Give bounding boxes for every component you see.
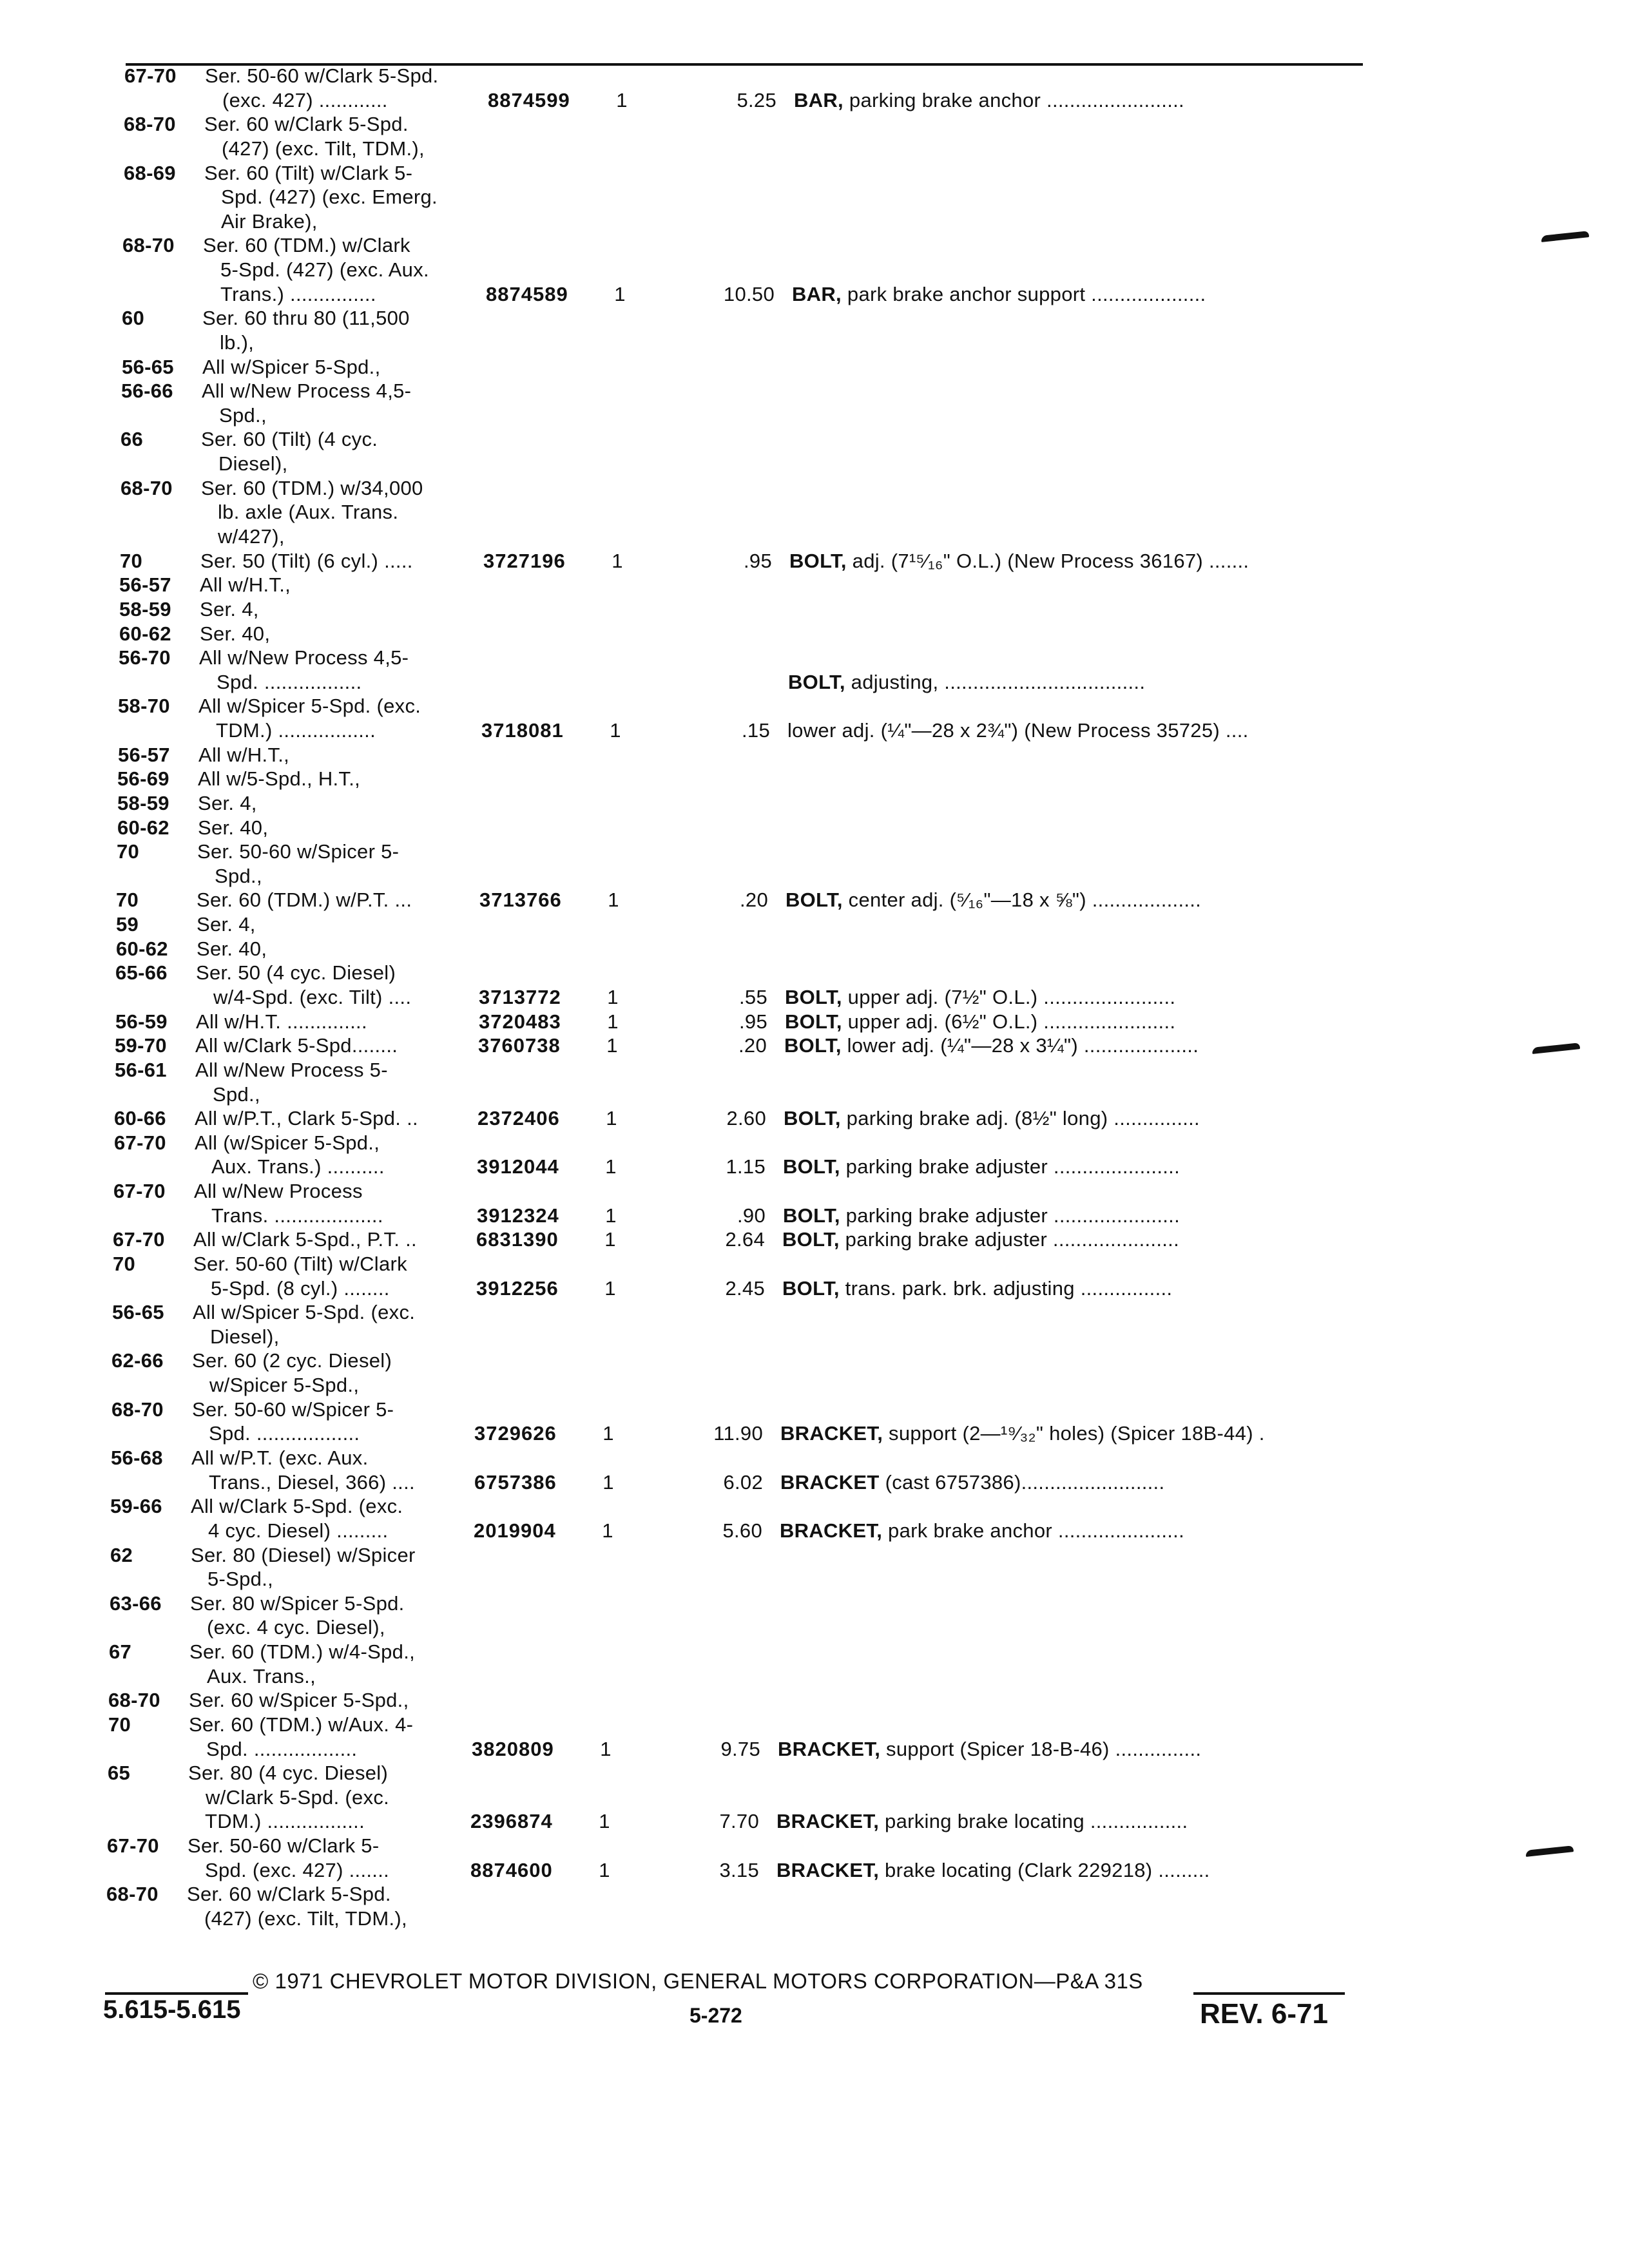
price: 1.15 bbox=[726, 1155, 766, 1178]
application-description: All w/New Process 4,5- bbox=[199, 646, 409, 669]
part-name-detail: park brake anchor support .................... bbox=[841, 283, 1206, 305]
application-description: Ser. 60 (TDM.) w/Aux. 4- bbox=[189, 1713, 414, 1736]
binder-mark bbox=[1532, 1043, 1580, 1054]
application-description: 4 cyc. Diesel) ......... bbox=[208, 1519, 389, 1542]
application-description: lb. axle (Aux. Trans. bbox=[218, 501, 399, 523]
model-years: 56-65 bbox=[122, 356, 174, 378]
quantity: 1 bbox=[602, 1519, 613, 1542]
part-name-keyword: BOLT, bbox=[782, 1228, 840, 1251]
application-description: Ser. 80 (Diesel) w/Spicer bbox=[191, 1544, 416, 1566]
part-name bbox=[789, 550, 1249, 572]
model-years: 56-66 bbox=[121, 380, 173, 402]
part-name-detail: support (Spicer 18-B-46) ............... bbox=[880, 1738, 1202, 1760]
application-description: Ser. 50-60 w/Spicer 5- bbox=[192, 1398, 394, 1421]
application-description: All w/P.T. (exc. Aux. bbox=[191, 1446, 369, 1469]
quantity: 1 bbox=[604, 1277, 616, 1300]
quantity: 1 bbox=[599, 1810, 610, 1832]
application-description: Ser. 40, bbox=[198, 816, 269, 839]
section-number: 5.615-5.615 bbox=[103, 1995, 241, 2024]
model-years: 67-70 bbox=[107, 1834, 159, 1857]
quantity: 1 bbox=[605, 1204, 617, 1227]
application-description: All w/Clark 5-Spd. (exc. bbox=[191, 1495, 403, 1517]
part-name bbox=[780, 1422, 1265, 1445]
part-name-keyword: BOLT, bbox=[785, 986, 842, 1008]
application-description: Ser. 50-60 (Tilt) w/Clark bbox=[193, 1253, 407, 1275]
price: 2.64 bbox=[725, 1228, 765, 1251]
part-name-keyword: BOLT, bbox=[786, 889, 843, 911]
application-description: (427) (exc. Tilt, TDM.), bbox=[204, 1907, 407, 1930]
application-description: Ser. 60 (2 cyc. Diesel) bbox=[192, 1349, 392, 1372]
model-years: 65 bbox=[108, 1762, 131, 1784]
model-years: 56-61 bbox=[115, 1059, 167, 1081]
part-name bbox=[785, 986, 1175, 1008]
application-description: Ser. 60 w/Clark 5-Spd. bbox=[204, 113, 409, 135]
price: 2.45 bbox=[725, 1277, 765, 1300]
model-years: 60-66 bbox=[114, 1107, 166, 1129]
part-number: 3713772 bbox=[479, 986, 561, 1008]
application-description: Trans.) ............... bbox=[220, 283, 376, 305]
application-description: Ser. 60 (TDM.) w/4-Spd., bbox=[189, 1640, 416, 1663]
part-name-detail: parking brake adjuster ...................... bbox=[840, 1204, 1180, 1227]
model-years: 62-66 bbox=[111, 1349, 164, 1372]
price: .90 bbox=[737, 1204, 766, 1227]
part-name-keyword: BRACKET, bbox=[780, 1519, 883, 1542]
part-name-detail: center adj. (⁵⁄₁₆"—18 x ⅝") ................... bbox=[842, 889, 1202, 911]
part-number: 3912256 bbox=[476, 1277, 559, 1300]
application-description: Spd. .................. bbox=[206, 1738, 358, 1760]
model-years: 67-70 bbox=[124, 64, 177, 87]
model-years: 70 bbox=[116, 889, 139, 911]
application-description: TDM.) ................. bbox=[216, 719, 376, 742]
application-description: Diesel), bbox=[218, 452, 288, 475]
part-name-detail: lower adj. (¼"—28 x 3¼") .................... bbox=[841, 1034, 1199, 1057]
application-description: Ser. 60 (TDM.) w/34,000 bbox=[201, 477, 423, 499]
part-number: 8874589 bbox=[486, 283, 568, 305]
application-description: Ser. 60 thru 80 (11,500 bbox=[202, 307, 410, 329]
model-years: 68-69 bbox=[124, 162, 176, 184]
model-years: 68-70 bbox=[108, 1689, 160, 1711]
part-number: 3912044 bbox=[477, 1155, 559, 1178]
part-number: 3912324 bbox=[477, 1204, 559, 1227]
model-years: 70 bbox=[120, 550, 143, 572]
model-years: 68-70 bbox=[106, 1883, 159, 1905]
application-description: Aux. Trans., bbox=[207, 1665, 316, 1687]
part-name bbox=[780, 1471, 1164, 1494]
model-years: 58-59 bbox=[119, 598, 171, 620]
part-name-detail: lower adj. (¼"—28 x 2¾") (New Process 35725) .... bbox=[787, 719, 1249, 742]
part-number: 3718081 bbox=[481, 719, 564, 742]
part-name-keyword: BOLT, bbox=[782, 1277, 840, 1300]
application-description: Spd. (427) (exc. Emerg. bbox=[221, 186, 438, 208]
part-name bbox=[792, 283, 1206, 305]
model-years: 56-57 bbox=[118, 744, 170, 766]
model-years: 67-70 bbox=[113, 1228, 165, 1251]
application-description: All w/Clark 5-Spd., P.T. .. bbox=[193, 1228, 417, 1251]
model-years: 70 bbox=[113, 1253, 136, 1275]
part-name bbox=[783, 1155, 1180, 1178]
price: 6.02 bbox=[723, 1471, 763, 1494]
footer-rule bbox=[105, 1992, 248, 1995]
model-years: 63-66 bbox=[110, 1592, 162, 1615]
application-description: All w/New Process 4,5- bbox=[202, 380, 412, 402]
application-description: Air Brake), bbox=[221, 210, 318, 233]
model-years: 67-70 bbox=[113, 1180, 166, 1202]
part-number: 3720483 bbox=[479, 1010, 561, 1033]
model-years: 56-70 bbox=[119, 646, 171, 669]
part-name bbox=[783, 1204, 1180, 1227]
application-description: (427) (exc. Tilt, TDM.), bbox=[222, 137, 425, 160]
part-number: 3820809 bbox=[472, 1738, 554, 1760]
part-name-detail: trans. park. brk. adjusting ................ bbox=[839, 1277, 1173, 1300]
application-description: (exc. 4 cyc. Diesel), bbox=[207, 1616, 385, 1639]
part-number: 2396874 bbox=[470, 1810, 553, 1832]
part-name bbox=[780, 1519, 1184, 1542]
binder-mark bbox=[1541, 231, 1589, 242]
application-description: Ser. 60 (Tilt) (4 cyc. bbox=[201, 428, 378, 450]
part-name-detail: parking brake anchor ........................ bbox=[843, 89, 1184, 111]
model-years: 59-70 bbox=[115, 1034, 167, 1057]
application-description: Spd., bbox=[215, 865, 262, 887]
application-description: Ser. 50-60 w/Clark 5- bbox=[188, 1834, 380, 1857]
application-description: TDM.) ................. bbox=[205, 1810, 365, 1832]
quantity: 1 bbox=[614, 283, 626, 305]
quantity: 1 bbox=[605, 1155, 617, 1178]
part-name bbox=[782, 1277, 1172, 1300]
part-name-keyword: BRACKET, bbox=[776, 1859, 880, 1881]
part-name-detail: upper adj. (7½" O.L.) ....................... bbox=[842, 986, 1176, 1008]
application-description: w/427), bbox=[218, 525, 285, 548]
application-description: Ser. 60 w/Clark 5-Spd. bbox=[187, 1883, 391, 1905]
model-years: 58-70 bbox=[118, 695, 170, 717]
binder-mark bbox=[1526, 1845, 1574, 1857]
application-description: Diesel), bbox=[210, 1325, 280, 1348]
model-years: 68-70 bbox=[124, 113, 176, 135]
quantity: 1 bbox=[612, 550, 623, 572]
application-description: Ser. 4, bbox=[200, 598, 259, 620]
application-description: Ser. 40, bbox=[197, 937, 267, 960]
application-description: All (w/Spicer 5-Spd., bbox=[195, 1131, 380, 1154]
part-name-detail: park brake anchor ...................... bbox=[882, 1519, 1185, 1542]
application-description: All w/H.T., bbox=[200, 573, 291, 596]
part-name-keyword: BAR, bbox=[794, 89, 843, 111]
application-description: Ser. 80 (4 cyc. Diesel) bbox=[188, 1762, 389, 1784]
application-description: Ser. 60 (TDM.) w/P.T. ... bbox=[197, 889, 412, 911]
quantity: 1 bbox=[607, 986, 619, 1008]
application-description: All w/H.T. .............. bbox=[196, 1010, 367, 1033]
model-years: 58-59 bbox=[117, 792, 169, 814]
part-number: 3760738 bbox=[478, 1034, 561, 1057]
application-description: All w/H.T., bbox=[198, 744, 290, 766]
application-description: Ser. 60 w/Spicer 5-Spd., bbox=[189, 1689, 409, 1711]
quantity: 1 bbox=[606, 1034, 618, 1057]
part-name bbox=[782, 1228, 1179, 1251]
part-number: 2019904 bbox=[474, 1519, 556, 1542]
application-description: (exc. 427) ............ bbox=[222, 89, 388, 111]
price: 2.60 bbox=[726, 1107, 766, 1129]
page-number: 5-272 bbox=[689, 2004, 742, 2027]
application-description: Spd. (exc. 427) ....... bbox=[205, 1859, 390, 1881]
application-description: All w/New Process 5- bbox=[195, 1059, 388, 1081]
part-number: 3729626 bbox=[474, 1422, 557, 1445]
model-years: 67 bbox=[109, 1640, 132, 1663]
quantity: 1 bbox=[606, 1107, 617, 1129]
application-description: w/Clark 5-Spd. (exc. bbox=[206, 1786, 390, 1809]
part-name bbox=[794, 89, 1184, 111]
model-years: 70 bbox=[108, 1713, 131, 1736]
quantity: 1 bbox=[602, 1471, 614, 1494]
application-description: All w/P.T., Clark 5-Spd. .. bbox=[195, 1107, 418, 1129]
part-number: 6757386 bbox=[474, 1471, 557, 1494]
part-number: 3727196 bbox=[483, 550, 566, 572]
price: 10.50 bbox=[723, 283, 775, 305]
part-name-detail: parking brake adj. (8½" long) ............... bbox=[840, 1107, 1200, 1129]
part-name-keyword: BOLT, bbox=[788, 671, 845, 693]
part-number: 2372406 bbox=[477, 1107, 560, 1129]
part-name bbox=[787, 719, 1249, 742]
part-name-detail: (cast 6757386)......................... bbox=[879, 1471, 1165, 1494]
part-name-keyword: BOLT, bbox=[785, 1010, 842, 1033]
application-description: Ser. 4, bbox=[197, 913, 256, 936]
application-description: Aux. Trans.) .......... bbox=[211, 1155, 385, 1178]
price: .20 bbox=[738, 1034, 767, 1057]
application-description: All w/Spicer 5-Spd. (exc. bbox=[198, 695, 421, 717]
part-name-detail: parking brake adjuster ...................... bbox=[839, 1228, 1179, 1251]
application-description: All w/New Process bbox=[194, 1180, 363, 1202]
model-years: 56-68 bbox=[111, 1446, 163, 1469]
part-name bbox=[784, 1107, 1200, 1129]
quantity: 1 bbox=[600, 1738, 612, 1760]
model-years: 66 bbox=[120, 428, 144, 450]
application-description: Spd. .................. bbox=[209, 1422, 360, 1445]
part-name-detail: parking brake adjuster ...................... bbox=[840, 1155, 1180, 1178]
part-name bbox=[776, 1859, 1210, 1881]
model-years: 60-62 bbox=[119, 622, 171, 645]
part-name bbox=[785, 1010, 1175, 1033]
application-description: Ser. 50-60 w/Clark 5-Spd. bbox=[205, 64, 439, 87]
part-name-keyword: BOLT, bbox=[789, 550, 847, 572]
price: 11.90 bbox=[713, 1422, 763, 1445]
part-name-detail: brake locating (Clark 229218) ......... bbox=[879, 1859, 1210, 1881]
application-description: All w/Clark 5-Spd........ bbox=[195, 1034, 398, 1057]
model-years: 56-69 bbox=[117, 767, 169, 790]
model-years: 60-62 bbox=[116, 937, 168, 960]
quantity: 1 bbox=[602, 1422, 614, 1445]
revision-date: REV. 6-71 bbox=[1200, 1998, 1328, 2030]
model-years: 67-70 bbox=[114, 1131, 166, 1154]
part-name-keyword: BOLT, bbox=[784, 1107, 841, 1129]
model-years: 56-59 bbox=[115, 1010, 168, 1033]
quantity: 1 bbox=[599, 1859, 610, 1881]
application-description: Spd. ................. bbox=[217, 671, 362, 693]
part-name-keyword: BAR, bbox=[792, 283, 842, 305]
part-number: 8874599 bbox=[488, 89, 570, 111]
model-years: 56-65 bbox=[112, 1301, 164, 1323]
model-years: 68-70 bbox=[120, 477, 173, 499]
model-years: 65-66 bbox=[115, 961, 168, 984]
model-years: 62 bbox=[110, 1544, 133, 1566]
part-name-detail: adj. (7¹⁵⁄₁₆" O.L.) (New Process 36167) ....... bbox=[846, 550, 1249, 572]
application-description: Ser. 50 (Tilt) (6 cyl.) ..... bbox=[200, 550, 413, 572]
price: 9.75 bbox=[720, 1738, 760, 1760]
model-years: 68-70 bbox=[122, 234, 175, 256]
price: 7.70 bbox=[719, 1810, 759, 1832]
part-name-keyword: BOLT, bbox=[784, 1034, 842, 1057]
part-number: 6831390 bbox=[476, 1228, 559, 1251]
application-description: All w/Spicer 5-Spd. (exc. bbox=[193, 1301, 416, 1323]
application-description: Ser. 50 (4 cyc. Diesel) bbox=[196, 961, 396, 984]
price: .55 bbox=[739, 986, 767, 1008]
part-name bbox=[784, 1034, 1199, 1057]
application-description: Ser. 80 w/Spicer 5-Spd. bbox=[190, 1592, 405, 1615]
part-name-detail: parking brake locating ................. bbox=[879, 1810, 1188, 1832]
part-name bbox=[776, 1810, 1188, 1832]
part-name-keyword: BOLT, bbox=[783, 1204, 840, 1227]
application-description: 5-Spd. (427) (exc. Aux. bbox=[220, 258, 429, 281]
model-years: 60 bbox=[122, 307, 145, 329]
model-years: 59-66 bbox=[110, 1495, 162, 1517]
part-name-keyword: BRACKET, bbox=[778, 1738, 881, 1760]
application-description: Spd., bbox=[213, 1083, 260, 1106]
application-description: Ser. 50-60 w/Spicer 5- bbox=[197, 840, 400, 863]
price: 3.15 bbox=[719, 1859, 759, 1881]
application-description: 5-Spd. (8 cyl.) ........ bbox=[211, 1277, 390, 1300]
application-description: Trans. ................... bbox=[211, 1204, 383, 1227]
price: .20 bbox=[740, 889, 768, 911]
part-name-detail: adjusting, ................................... bbox=[845, 671, 1146, 693]
application-description: Ser. 60 (TDM.) w/Clark bbox=[203, 234, 410, 256]
price: .15 bbox=[742, 719, 770, 742]
model-years: 68-70 bbox=[111, 1398, 164, 1421]
quantity: 1 bbox=[608, 889, 619, 911]
model-years: 59 bbox=[116, 913, 139, 936]
price: 5.60 bbox=[722, 1519, 762, 1542]
application-description: All w/5-Spd., H.T., bbox=[198, 767, 361, 790]
part-name-keyword: BRACKET, bbox=[776, 1810, 880, 1832]
part-name bbox=[788, 671, 1145, 693]
model-years: 56-57 bbox=[119, 573, 171, 596]
part-name-detail: support (2—¹⁹⁄₃₂" holes) (Spicer 18B-44) . bbox=[883, 1422, 1265, 1445]
quantity: 1 bbox=[610, 719, 621, 742]
application-description: w/Spicer 5-Spd., bbox=[209, 1374, 360, 1396]
part-name-keyword: BRACKET, bbox=[780, 1422, 883, 1445]
part-name-keyword: BRACKET bbox=[780, 1471, 880, 1494]
quantity: 1 bbox=[616, 89, 628, 111]
application-description: Ser. 60 (Tilt) w/Clark 5- bbox=[204, 162, 413, 184]
price: 5.25 bbox=[737, 89, 776, 111]
model-years: 70 bbox=[117, 840, 140, 863]
model-years: 60-62 bbox=[117, 816, 169, 839]
application-description: All w/Spicer 5-Spd., bbox=[202, 356, 381, 378]
application-description: Spd., bbox=[219, 404, 267, 427]
quantity: 1 bbox=[607, 1010, 619, 1033]
part-number: 8874600 bbox=[470, 1859, 553, 1881]
part-name-detail: upper adj. (6½" O.L.) ....................... bbox=[842, 1010, 1176, 1033]
application-description: lb.), bbox=[220, 331, 255, 354]
application-description: 5-Spd., bbox=[207, 1568, 274, 1590]
price: .95 bbox=[744, 550, 772, 572]
application-description: Ser. 40, bbox=[200, 622, 271, 645]
application-description: Ser. 4, bbox=[198, 792, 257, 814]
part-name-keyword: BOLT, bbox=[783, 1155, 840, 1178]
part-name bbox=[778, 1738, 1201, 1760]
price: .95 bbox=[739, 1010, 767, 1033]
application-description: Trans., Diesel, 366) .... bbox=[209, 1471, 415, 1494]
copyright-line: © 1971 CHEVROLET MOTOR DIVISION, GENERAL MOTORS CORPORATION—P&A 31S bbox=[253, 1969, 1143, 1993]
part-name bbox=[786, 889, 1201, 911]
footer-rule bbox=[1193, 1992, 1345, 1995]
quantity: 1 bbox=[604, 1228, 616, 1251]
part-number: 3713766 bbox=[479, 889, 562, 911]
application-description: w/4-Spd. (exc. Tilt) .... bbox=[213, 986, 412, 1008]
